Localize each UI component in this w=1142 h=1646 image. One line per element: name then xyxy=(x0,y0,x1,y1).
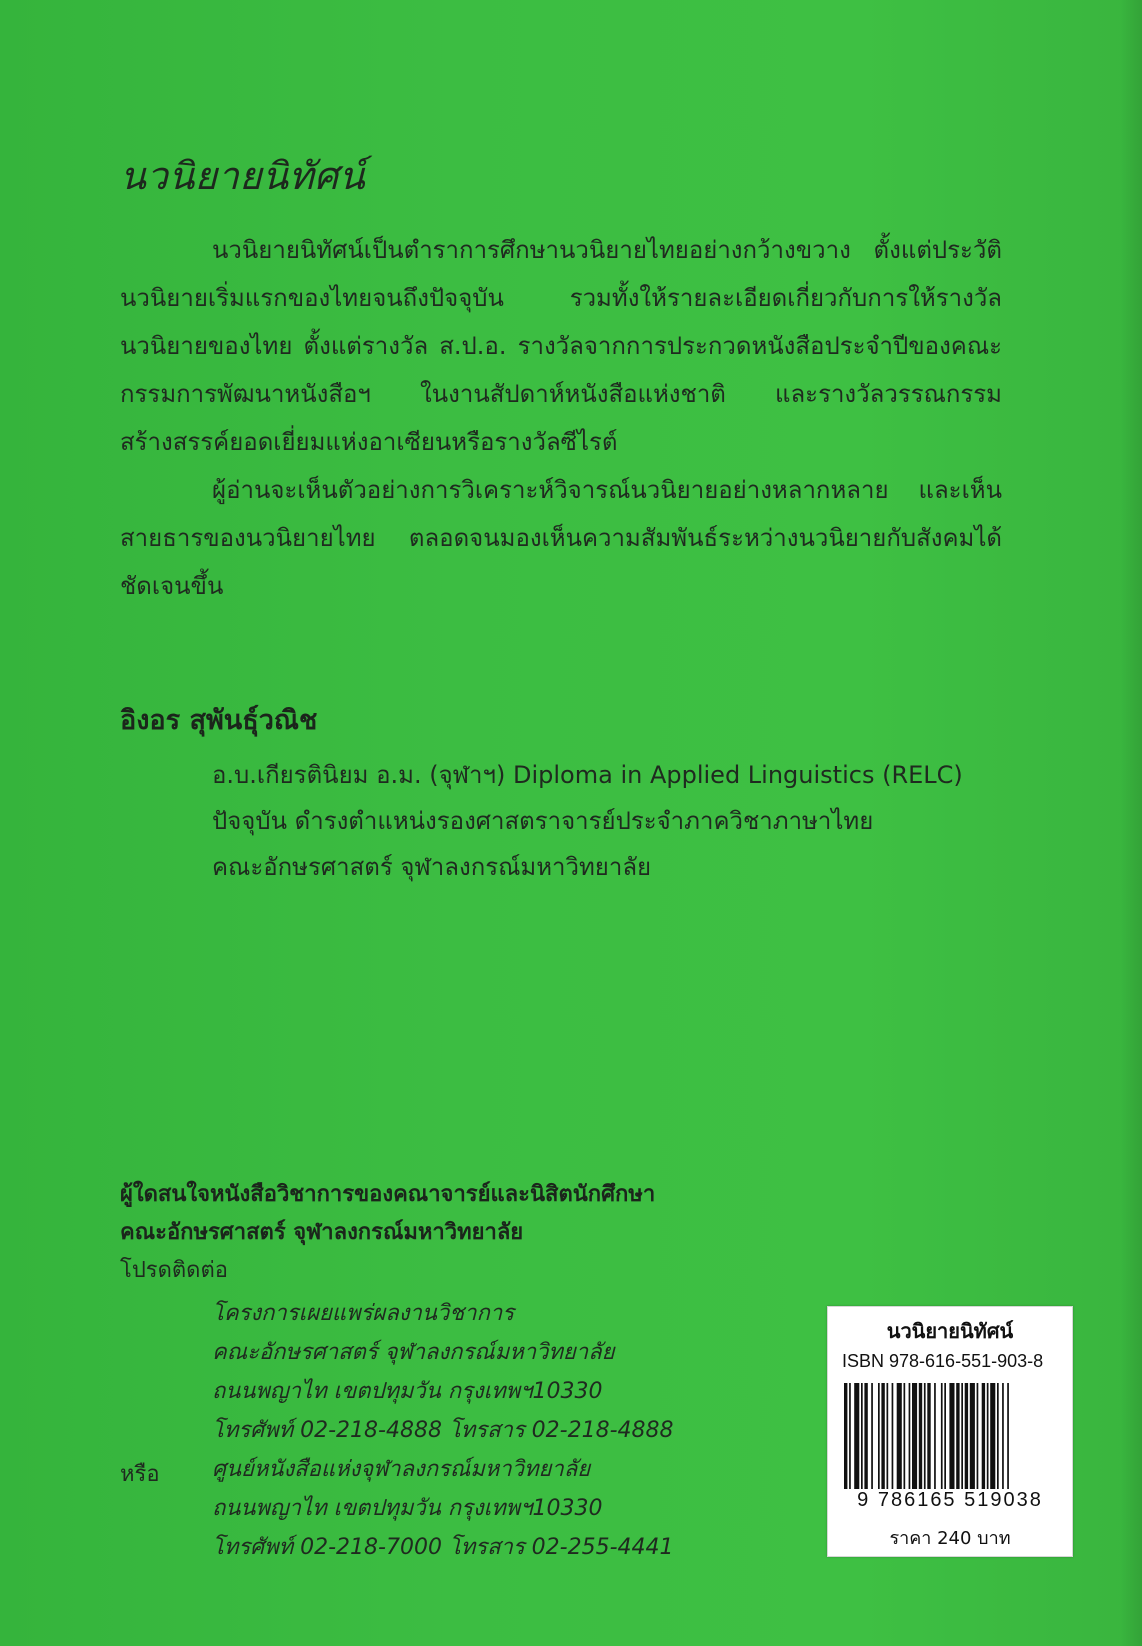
sticker-title: นวนิยายนิทัศน์ xyxy=(886,1319,1014,1343)
barcode-icon xyxy=(842,1383,1058,1489)
address-line: คณะอักษรศาสตร์ จุฬาลงกรณ์มหาวิทยาลัย xyxy=(212,1340,615,1365)
barcode-digits: 9 786165 519038 xyxy=(857,1489,1043,1511)
author-credentials xyxy=(212,752,963,890)
or-label: หรือ xyxy=(120,1462,160,1487)
isbn-number: ISBN 978-616-551-903-8 xyxy=(842,1351,1044,1371)
contact-heading xyxy=(120,1176,655,1290)
address-line: ศูนย์หนังสือแห่งจุฬาลงกรณ์มหาวิทยาลัย xyxy=(212,1457,591,1482)
address-line: ถนนพญาไท เขตปทุมวัน กรุงเทพฯ10330 xyxy=(212,1379,603,1404)
author-credential-line: อ.บ.เกียรตินิยม อ.ม. (จุฬาฯ) Diploma in Applied Linguistics (RELC) xyxy=(212,761,963,789)
author-credential-line: คณะอักษรศาสตร์ จุฬาลงกรณ์มหาวิทยาลัย xyxy=(212,853,652,881)
author-name: อิงอร สุพันธุ์วณิช xyxy=(120,705,318,736)
please-contact-label: โปรดติดต่อ xyxy=(120,1258,228,1283)
contact-heading-line: ผู้ใดสนใจหนังสือวิชาการของคณาจารย์และนิสิตนักศึกษา xyxy=(120,1182,656,1207)
address-line: โครงการเผยแพร่ผลงานวิชาการ xyxy=(212,1301,515,1326)
contact-address-secondary xyxy=(212,1450,674,1567)
address-line: โทรศัพท์ 02-218-4888 โทรสาร 02-218-4888 xyxy=(212,1418,674,1443)
description-paragraph: นวนิยายนิทัศน์เป็นตำราการศึกษานวนิยายไทยอย่างกว้างขวาง ตั้งแต่ประวัตินวนิยายเริ่มแรกของไทยจนถึงปัจจุบัน รวมทั้งให้รายละเอียดเกี่ยวกับการให้รางวัลนวนิยายของไทย ตั้งแต่รางวัล ส.ป.อ. รางวัลจากการประกวดหนังสือประจำปีของคณะกรรมการพัฒนาหนังสือฯ ในงานสัปดาห์หนังสือแห่งชาติ และรางวัลวรรณกรรมสร้างสรรค์ยอดเยี่ยมแห่งอาเซียนหรือรางวัลซีไรต์ xyxy=(120,236,1002,456)
price-label: ราคา 240 บาท xyxy=(889,1528,1011,1549)
book-title: นวนิยายนิทัศน์ xyxy=(120,154,366,198)
description-paragraph: ผู้อ่านจะเห็นตัวอย่างการวิเคราะห์วิจารณ์นวนิยายอย่างหลากหลาย และเห็นสายธารของนวนิยายไทย ตลอดจนมองเห็นความสัมพันธ์ระหว่างนวนิยายกับสังคมได้ชัดเจนขึ้น xyxy=(120,476,1002,600)
book-description xyxy=(120,226,1002,610)
address-line: โทรศัพท์ 02-218-7000 โทรสาร 02-255-4441 xyxy=(212,1535,674,1560)
author-credential-line: ปัจจุบัน ดำรงตำแหน่งรองศาสตราจารย์ประจำภาควิชาภาษาไทย xyxy=(212,807,874,835)
contact-address-primary xyxy=(212,1294,674,1450)
contact-heading-line: คณะอักษรศาสตร์ จุฬาลงกรณ์มหาวิทยาลัย xyxy=(120,1220,524,1245)
address-line: ถนนพญาไท เขตปทุมวัน กรุงเทพฯ10330 xyxy=(212,1496,603,1521)
isbn-price-sticker xyxy=(827,1306,1073,1557)
